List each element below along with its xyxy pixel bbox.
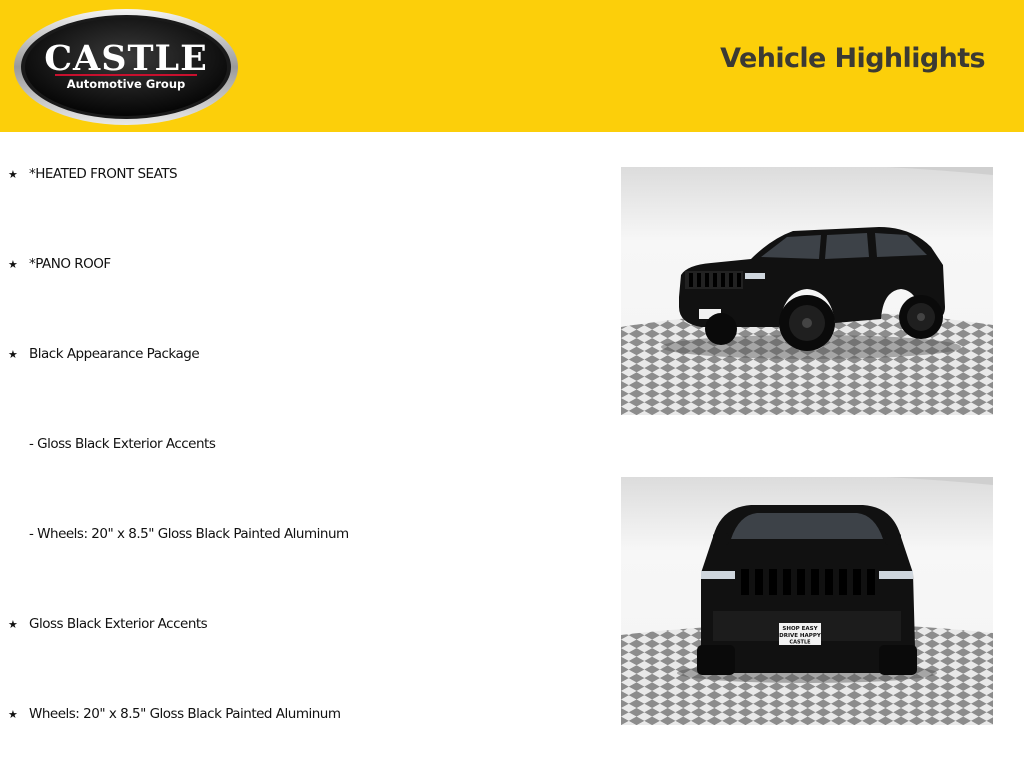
svg-text:CASTLE: CASTLE	[44, 38, 208, 79]
highlight-text: - Wheels: 20" x 8.5" Gloss Black Painted Aluminum	[29, 526, 349, 542]
highlight-text: *PANO ROOF	[29, 256, 111, 272]
vehicle-photo-side	[621, 167, 993, 415]
vehicle-photo-front	[621, 477, 993, 725]
star-icon: ★	[8, 167, 18, 181]
star-icon: ★	[8, 257, 18, 271]
highlight-text: Black Appearance Package	[29, 346, 200, 362]
star-icon: ★	[8, 347, 18, 361]
license-plate	[779, 623, 822, 646]
svg-text:Automotive Group: Automotive Group	[66, 77, 186, 91]
star-icon: ★	[8, 617, 18, 631]
page-title: Vehicle Highlights	[720, 43, 985, 74]
castle-logo	[13, 8, 239, 126]
highlight-text: *HEATED FRONT SEATS	[29, 166, 178, 182]
page-header	[0, 0, 1024, 132]
svg-text:DRIVE HAPPY: DRIVE HAPPY	[779, 633, 821, 639]
svg-text:CASTLE: CASTLE	[789, 639, 811, 646]
highlight-text: Wheels: 20" x 8.5" Gloss Black Painted Aluminum	[29, 706, 341, 722]
highlight-text: Gloss Black Exterior Accents	[29, 616, 208, 632]
star-icon: ★	[8, 707, 18, 721]
svg-text:SHOP EASY: SHOP EASY	[782, 626, 818, 632]
highlight-text: - Gloss Black Exterior Accents	[29, 436, 216, 452]
